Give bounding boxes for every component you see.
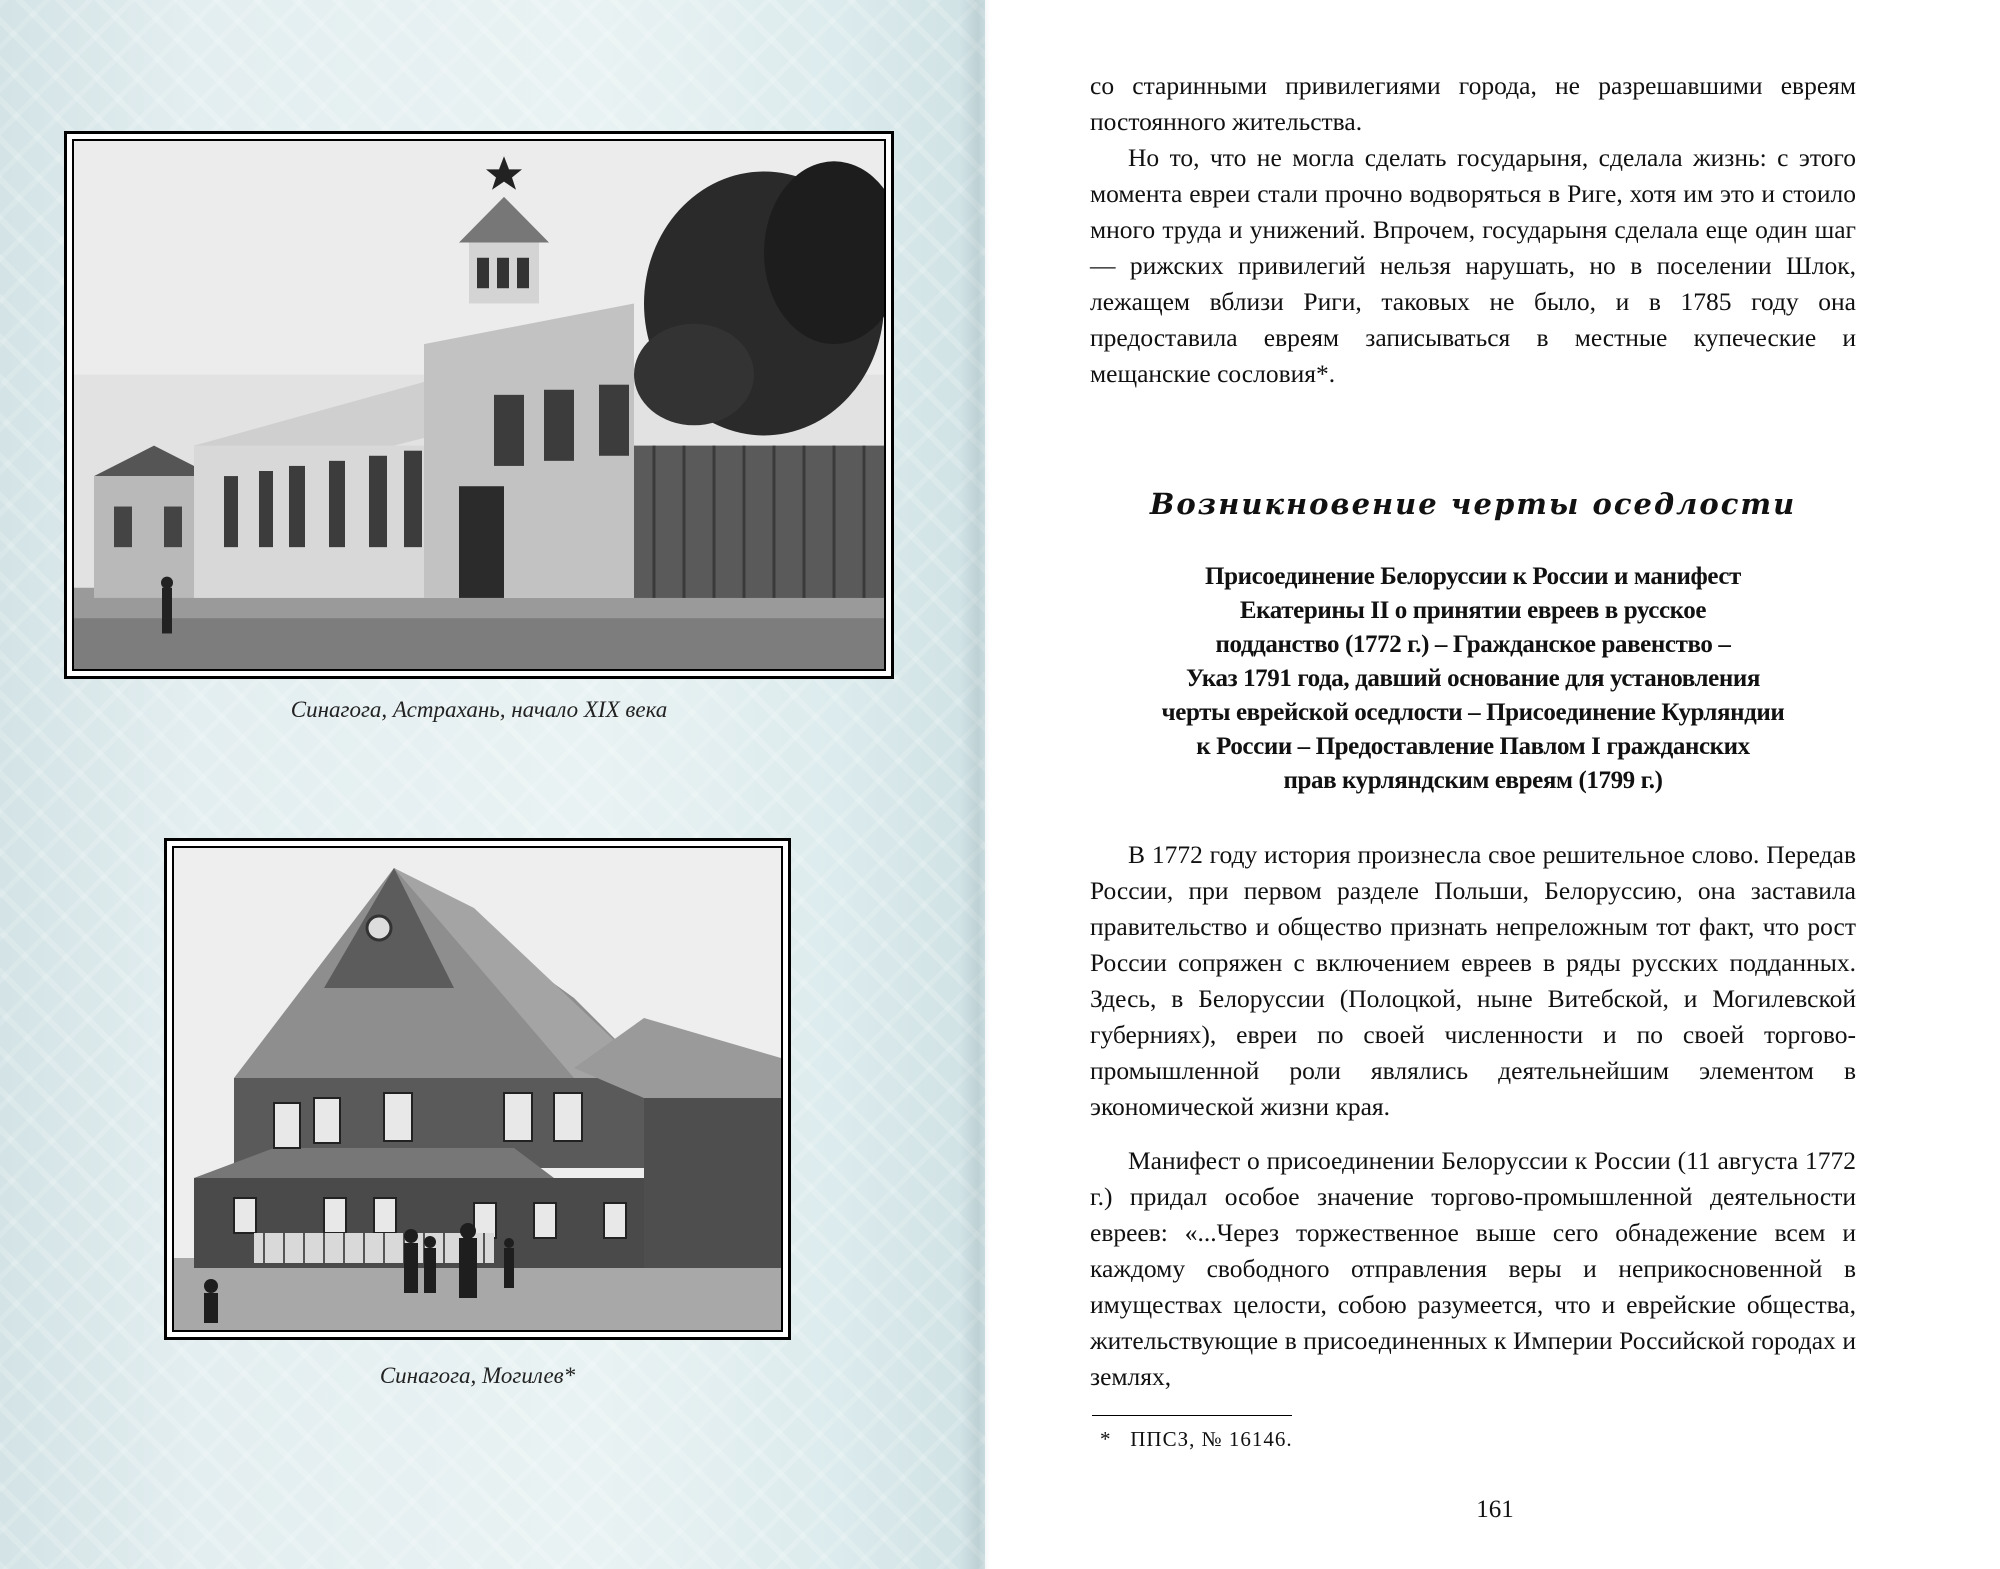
page-gutter — [960, 0, 990, 1569]
photo-astrakhan-synagogue — [64, 131, 894, 679]
paragraph-riga: Но то, что не могла сделать государыня, сделала жизнь: с этого момента евреи стали прочно водворяться в Риге, хотя им это и стоило много труда и унижений. Впрочем, государыня сделала еще один шаг — рижских привилегий нельзя нарушать, но в поселении Шлок, лежащем вблизи Риги, таковых не было, и в 1785 году она предоставила евреям записываться в местные купеческие и мещанские сословия*. — [1090, 143, 1856, 388]
subtitle-line: Екатерины II о принятии евреев в русское — [1239, 597, 1707, 624]
subtitle-line: подданство (1772 г.) – Гражданское равенство – — [1215, 631, 1731, 658]
section-title: Возникновение черты оседлости — [1149, 487, 1797, 521]
mogilev-synagogue-image — [174, 848, 781, 1330]
section-subtitle — [1140, 560, 1806, 798]
subtitle-line: прав курляндским евреям (1799 г.) — [1283, 767, 1663, 794]
subtitle-line: Присоединение Белоруссии к России и манифест — [1205, 563, 1741, 590]
paragraph-continuation: со старинными привилегиями города, не разрешавшими евреям постоянного жительства. — [1090, 71, 1856, 136]
subtitle-line: черты еврейской оседлости – Присоединение Курляндии — [1161, 699, 1785, 726]
paragraph-1772: В 1772 году история произнесла свое решительное слово. Передав России, при первом разделе Польши, Белоруссию, она заставила правительство и общество признать непреложным тот факт, что рост России сопряжен с включением евреев в ряды русских подданных. Здесь, в Белоруссии (Полоцкой, ныне Витебской, и Могилевской губерниях), евреи по своей численности и по своей торгово-промышленной роли являлись деятельнейшим элементом в экономической жизни края. — [1090, 840, 1856, 1121]
astrakhan-synagogue-image — [74, 141, 884, 669]
left-page — [0, 0, 985, 1569]
subtitle-line: к России – Предоставление Павлом I гражданских — [1196, 733, 1750, 760]
paragraph-manifest: Манифест о присоединении Белоруссии к России (11 августа 1772 г.) придал особое значение торгово-промышленной деятельности евреев: «...Через торжественное выше сего обнадежение всем и каждому свободного отправления веры и неприкосновенной в имуществах целости, собою разумеется, что и еврейские общества, жительствующие в присоединенных к Империи Российской городах и землях, — [1090, 1146, 1856, 1391]
caption-astrakhan: Синагога, Астрахань, начало XIX века — [290, 697, 668, 722]
photo-mogilev-synagogue — [164, 838, 791, 1340]
footnote-rule — [1092, 1415, 1292, 1416]
footnote: * ППСЗ, № 16146. — [1100, 1427, 1293, 1451]
caption-mogilev: Синагога, Могилев* — [379, 1363, 576, 1388]
subtitle-line: Указ 1791 года, давший основание для установления — [1185, 665, 1761, 692]
page-number: 161 — [1476, 1496, 1514, 1523]
right-page — [990, 0, 2000, 1569]
